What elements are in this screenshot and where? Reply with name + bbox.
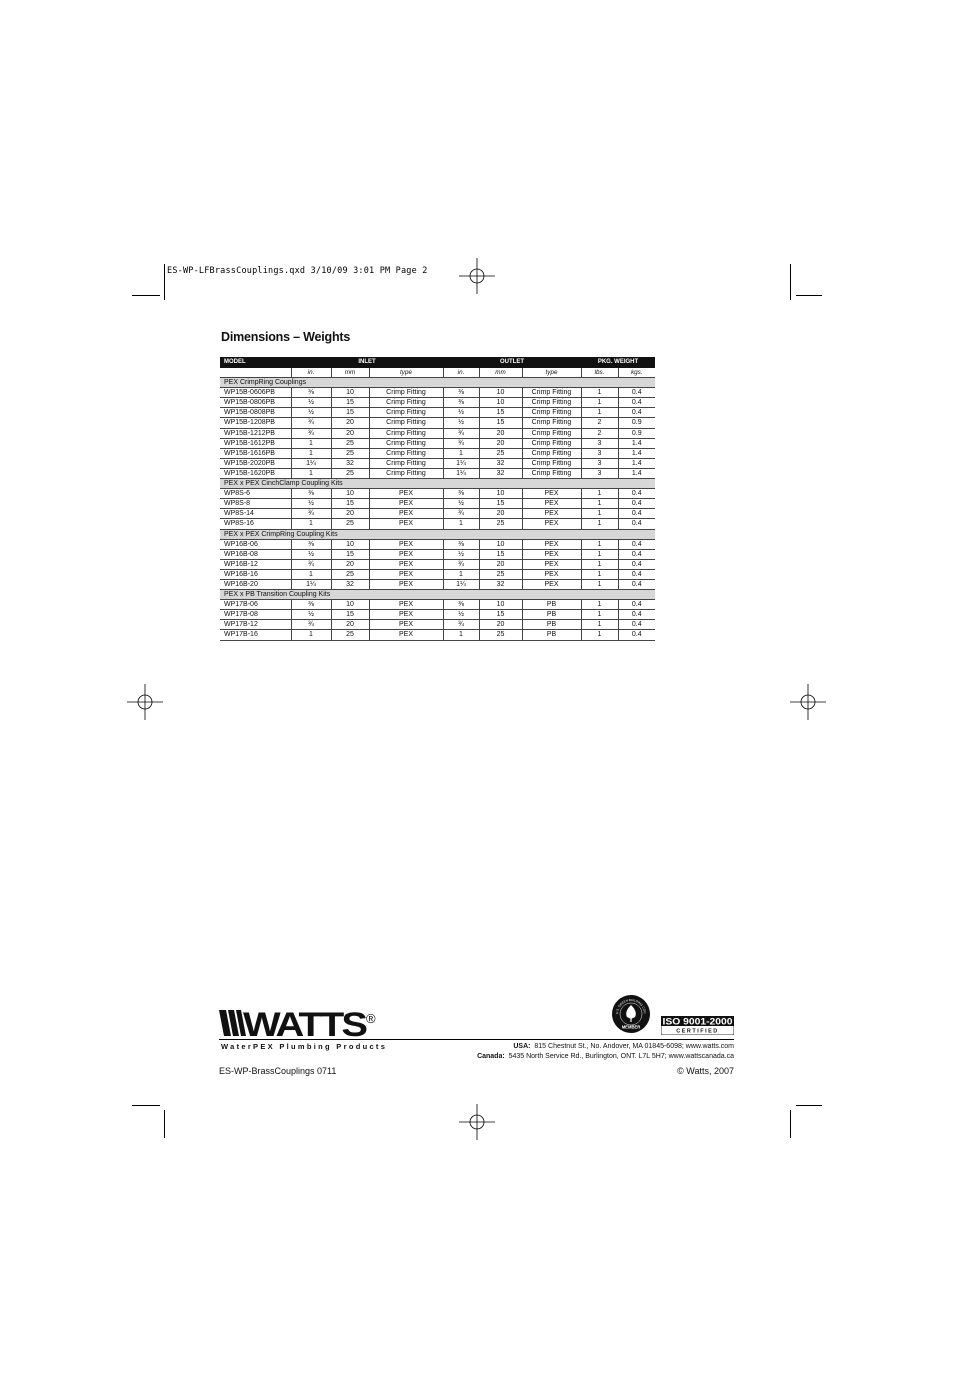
iso-sub: CERTIFIED [676, 1028, 719, 1035]
table-cell: 0.4 [618, 559, 655, 569]
table-cell: 25 [331, 569, 369, 579]
table-cell: Crimp Fitting [369, 398, 443, 408]
table-cell: WP16B-12 [220, 559, 291, 569]
table-cell: 15 [331, 610, 369, 620]
table-cell: 0.4 [618, 408, 655, 418]
table-cell: 0.9 [618, 428, 655, 438]
header-row [220, 357, 655, 368]
footer-rule [219, 1039, 734, 1040]
table-cell: 1 [581, 398, 618, 408]
table-cell: ½ [443, 549, 479, 559]
table-cell: 10 [479, 388, 522, 398]
table-cell: 20 [331, 428, 369, 438]
table-row [220, 499, 655, 509]
table-cell: 15 [479, 610, 522, 620]
unit-header: in. [291, 368, 331, 378]
table-cell: 2 [581, 418, 618, 428]
table-cell: 3 [581, 468, 618, 478]
table-cell: Crimp Fitting [522, 448, 581, 458]
table-cell: Crimp Fitting [369, 458, 443, 468]
section-title: PEX x PEX CinchClamp Coupling Kits [220, 479, 655, 489]
crop-mark [164, 1110, 165, 1138]
table-cell: PEX [522, 559, 581, 569]
table-cell: ⅜ [291, 489, 331, 499]
table-cell: ⅜ [443, 388, 479, 398]
table-cell: 32 [331, 579, 369, 589]
table-cell: 1¼ [291, 579, 331, 589]
table-cell: Crimp Fitting [522, 388, 581, 398]
table-row [220, 569, 655, 579]
table-cell: ⅜ [443, 398, 479, 408]
watts-logo [219, 1008, 379, 1038]
table-cell: 0.4 [618, 539, 655, 549]
canada-address [477, 1053, 734, 1060]
table-cell: 20 [331, 509, 369, 519]
table-cell: PEX [369, 600, 443, 610]
table-cell: 1¼ [443, 468, 479, 478]
table-row [220, 539, 655, 549]
table-cell: 25 [331, 630, 369, 640]
table-cell: WP8S-16 [220, 519, 291, 529]
table-row [220, 428, 655, 438]
table-cell: PB [522, 620, 581, 630]
column-group-header: INLET [291, 357, 443, 368]
table-cell: 20 [331, 620, 369, 630]
table-cell: 0.4 [618, 499, 655, 509]
table-cell: 1.4 [618, 458, 655, 468]
svg-text:U.S. GREEN BUILDING COUNCIL: U.S. GREEN BUILDING COU [614, 997, 648, 1015]
table-cell: 10 [331, 539, 369, 549]
table-cell: Crimp Fitting [369, 388, 443, 398]
table-cell: Crimp Fitting [369, 428, 443, 438]
table-cell: 20 [479, 438, 522, 448]
table-cell: Crimp Fitting [522, 458, 581, 468]
crop-mark [796, 1105, 822, 1106]
table-cell: 0.4 [618, 610, 655, 620]
table-cell: 1.4 [618, 448, 655, 458]
table-cell: 10 [479, 600, 522, 610]
table-cell: 1 [443, 448, 479, 458]
table-cell: 20 [331, 559, 369, 569]
table-row [220, 398, 655, 408]
brand-tagline: WaterPEX Plumbing Products [221, 1042, 388, 1051]
table-cell: ¾ [291, 509, 331, 519]
table-cell: PEX [369, 579, 443, 589]
table-cell: 1 [581, 539, 618, 549]
table-cell: 3 [581, 438, 618, 448]
table-cell: 25 [331, 448, 369, 458]
table-cell: PEX [522, 499, 581, 509]
table-cell: 10 [331, 388, 369, 398]
table-cell: WP15B-0808PB [220, 408, 291, 418]
section-row [220, 479, 655, 489]
table-cell: 0.4 [618, 509, 655, 519]
crop-mark [790, 264, 791, 300]
column-group-header: MODEL [220, 357, 291, 368]
table-cell: 1 [291, 569, 331, 579]
table-cell: 0.4 [618, 620, 655, 630]
table-cell: PEX [522, 579, 581, 589]
table-cell: 15 [331, 549, 369, 559]
table-row [220, 448, 655, 458]
table-cell: 1¼ [443, 579, 479, 589]
table-cell: WP15B-1212PB [220, 428, 291, 438]
table-cell: 25 [331, 519, 369, 529]
section-row [220, 529, 655, 539]
registration-mark-icon [457, 256, 497, 296]
unit-header [220, 368, 291, 378]
table-cell: 32 [479, 458, 522, 468]
table-cell: PEX [369, 539, 443, 549]
page-title: Dimensions – Weights [221, 330, 351, 344]
table-cell: PEX [369, 509, 443, 519]
table-row [220, 559, 655, 569]
table-cell: ¾ [443, 559, 479, 569]
seal-label: MEMBER [621, 1024, 641, 1030]
table-cell: ½ [291, 610, 331, 620]
table-cell: ¾ [291, 428, 331, 438]
crop-mark [164, 264, 165, 300]
table-cell: Crimp Fitting [522, 398, 581, 408]
table-cell: 10 [479, 489, 522, 499]
table-cell: 0.4 [618, 579, 655, 589]
table-cell: ¾ [443, 620, 479, 630]
table-cell: Crimp Fitting [369, 468, 443, 478]
table-cell: 1 [581, 620, 618, 630]
table-cell: WP16B-06 [220, 539, 291, 549]
table-cell: 1 [581, 408, 618, 418]
table-cell: ¾ [443, 428, 479, 438]
table-row [220, 630, 655, 640]
registered-mark: ® [366, 1011, 376, 1026]
table-cell: ½ [443, 610, 479, 620]
unit-header: kgs. [618, 368, 655, 378]
table-cell: ⅜ [291, 388, 331, 398]
table-cell: PEX [369, 559, 443, 569]
crop-mark [790, 1110, 791, 1138]
table-cell: Crimp Fitting [369, 448, 443, 458]
table-cell: 15 [479, 499, 522, 509]
registration-mark-icon [457, 1102, 497, 1142]
table-cell: 15 [331, 398, 369, 408]
table-cell: PEX [522, 489, 581, 499]
usa-address [513, 1043, 734, 1050]
table-cell: 1 [291, 448, 331, 458]
table-cell: 25 [479, 569, 522, 579]
table-cell: 0.4 [618, 630, 655, 640]
usa-text: 815 Chestnut St., No. Andover, MA 01845-6098; www.watts.com [534, 1043, 734, 1050]
unit-header: lbs. [581, 368, 618, 378]
table-cell: WP15B-1620PB [220, 468, 291, 478]
table-cell: PEX [522, 519, 581, 529]
table-cell: 1 [581, 388, 618, 398]
table-cell: 10 [331, 489, 369, 499]
table-row [220, 458, 655, 468]
table-cell: 0.4 [618, 569, 655, 579]
registration-mark-icon [125, 682, 165, 722]
table-cell: 20 [479, 428, 522, 438]
table-cell: 1¼ [291, 458, 331, 468]
table-cell: 1 [581, 600, 618, 610]
table-cell: ½ [291, 499, 331, 509]
table-cell: 1 [581, 549, 618, 559]
table-cell: 0.9 [618, 418, 655, 428]
table-cell: ¾ [443, 509, 479, 519]
table-cell: PEX [369, 569, 443, 579]
table-cell: ½ [291, 549, 331, 559]
canada-label: Canada: [477, 1053, 505, 1060]
section-row [220, 378, 655, 388]
table-cell: WP8S-8 [220, 499, 291, 509]
crop-mark [132, 1105, 160, 1106]
units-row [220, 368, 655, 378]
iso-certified-badge [661, 1016, 734, 1035]
table-cell: Crimp Fitting [522, 418, 581, 428]
column-group-header: OUTLET [443, 357, 581, 368]
table-cell: PEX [369, 630, 443, 640]
table-cell: 25 [479, 630, 522, 640]
table-cell: ⅜ [443, 600, 479, 610]
table-cell: WP15B-0606PB [220, 388, 291, 398]
table-row [220, 388, 655, 398]
table-cell: PEX [369, 610, 443, 620]
table-cell: 25 [331, 438, 369, 448]
table-cell: ⅜ [291, 600, 331, 610]
copyright: © Watts, 2007 [677, 1066, 734, 1076]
table-cell: 15 [331, 499, 369, 509]
section-title: PEX x PB Transition Coupling Kits [220, 590, 655, 600]
document-code: ES-WP-BrassCouplings 0711 [219, 1066, 337, 1076]
table-cell: 1 [581, 569, 618, 579]
table-cell: 1 [291, 468, 331, 478]
table-cell: WP17B-12 [220, 620, 291, 630]
table-cell: PB [522, 630, 581, 640]
unit-header: type [522, 368, 581, 378]
table-cell: 32 [479, 579, 522, 589]
table-cell: PEX [522, 569, 581, 579]
table-cell: ½ [291, 408, 331, 418]
table-cell: Crimp Fitting [522, 468, 581, 478]
table-cell: 32 [479, 468, 522, 478]
iso-text: ISO 9001-2000 [662, 1016, 733, 1028]
column-group-header: PKG. WEIGHT [581, 357, 655, 368]
table-cell: 20 [479, 509, 522, 519]
logo-text: WATTS [243, 1008, 368, 1038]
table-cell: 15 [479, 418, 522, 428]
table-cell: ½ [291, 398, 331, 408]
table-cell: PEX [522, 509, 581, 519]
table-row [220, 549, 655, 559]
registration-mark-icon [788, 682, 828, 722]
table-cell: ½ [443, 418, 479, 428]
table-cell: 20 [479, 559, 522, 569]
dimensions-table [220, 357, 655, 641]
table-cell: ½ [443, 499, 479, 509]
printer-slug: ES-WP-LFBrassCouplings.qxd 3/10/09 3:01 PM Page 2 [167, 266, 428, 276]
usa-label: USA: [513, 1043, 531, 1050]
table-cell: 1 [291, 630, 331, 640]
table-row [220, 509, 655, 519]
table-cell: PEX [369, 519, 443, 529]
table-cell: PEX [369, 549, 443, 559]
table-row [220, 579, 655, 589]
crop-mark [796, 295, 822, 296]
table-cell: 1 [291, 438, 331, 448]
table-cell: 25 [331, 468, 369, 478]
table-row [220, 620, 655, 630]
table-cell: WP15B-2020PB [220, 458, 291, 468]
table-cell: 1 [581, 509, 618, 519]
table-cell: 1 [443, 630, 479, 640]
table-row [220, 610, 655, 620]
crop-mark [132, 295, 160, 296]
table-cell: PEX [369, 620, 443, 630]
table-cell: 1¼ [443, 458, 479, 468]
table-cell: 0.4 [618, 388, 655, 398]
table-cell: 3 [581, 458, 618, 468]
table-cell: 1 [581, 519, 618, 529]
table-cell: 1 [581, 499, 618, 509]
table-cell: 15 [479, 408, 522, 418]
table-cell: ½ [443, 408, 479, 418]
table-row [220, 489, 655, 499]
canada-text: 5435 North Service Rd., Burlington, ONT. L7L 5H7; www.wattscanada.ca [508, 1053, 734, 1060]
table-cell: 25 [479, 448, 522, 458]
table-cell: ¾ [291, 559, 331, 569]
table-cell: 1 [443, 569, 479, 579]
table-cell: WP15B-1208PB [220, 418, 291, 428]
section-row [220, 590, 655, 600]
unit-header: type [369, 368, 443, 378]
table-cell: 0.4 [618, 489, 655, 499]
table-row [220, 438, 655, 448]
table-cell: Crimp Fitting [369, 418, 443, 428]
table-cell: 1 [581, 579, 618, 589]
table-row [220, 519, 655, 529]
table-cell: 0.4 [618, 600, 655, 610]
table-cell: ⅜ [443, 539, 479, 549]
table-cell: 10 [479, 398, 522, 408]
table-cell: 32 [331, 458, 369, 468]
table-cell: 10 [331, 600, 369, 610]
table-cell: PEX [522, 549, 581, 559]
table-cell: WP8S-6 [220, 489, 291, 499]
section-title: PEX x PEX CrimpRing Coupling Kits [220, 529, 655, 539]
table-cell: ¾ [291, 418, 331, 428]
table-cell: 2 [581, 428, 618, 438]
table-cell: 10 [479, 539, 522, 549]
table-cell: ⅜ [443, 489, 479, 499]
table-cell: 3 [581, 448, 618, 458]
table-row [220, 418, 655, 428]
table-cell: 15 [331, 408, 369, 418]
table-cell: PB [522, 610, 581, 620]
table-cell: WP15B-1616PB [220, 448, 291, 458]
table-cell: WP16B-20 [220, 579, 291, 589]
table-cell: 1 [581, 559, 618, 569]
table-cell: PEX [369, 489, 443, 499]
table-cell: 15 [479, 549, 522, 559]
table-cell: 1.4 [618, 438, 655, 448]
table-cell: 1 [581, 610, 618, 620]
table-cell: 20 [331, 418, 369, 428]
table-cell: WP15B-0806PB [220, 398, 291, 408]
table-cell: PEX [369, 499, 443, 509]
table-cell: 25 [479, 519, 522, 529]
table-row [220, 600, 655, 610]
section-title: PEX CrimpRing Couplings [220, 378, 655, 388]
table-row [220, 468, 655, 478]
unit-header: mm [331, 368, 369, 378]
table-cell: WP8S-14 [220, 509, 291, 519]
table-cell: ¾ [443, 438, 479, 448]
table-row [220, 408, 655, 418]
table-cell: Crimp Fitting [522, 428, 581, 438]
table-cell: WP16B-08 [220, 549, 291, 559]
table-cell: WP16B-16 [220, 569, 291, 579]
table-cell: 1 [581, 489, 618, 499]
unit-header: mm [479, 368, 522, 378]
unit-header: in. [443, 368, 479, 378]
table-cell: WP15B-1612PB [220, 438, 291, 448]
table-cell: 1.4 [618, 468, 655, 478]
table-cell: ⅜ [291, 539, 331, 549]
table-cell: Crimp Fitting [522, 438, 581, 448]
table-cell: 1 [581, 630, 618, 640]
table-cell: PB [522, 600, 581, 610]
table-cell: PEX [522, 539, 581, 549]
table-cell: ¾ [291, 620, 331, 630]
table-cell: 0.4 [618, 398, 655, 408]
table-cell: Crimp Fitting [369, 438, 443, 448]
table-cell: 0.4 [618, 519, 655, 529]
table-cell: 20 [479, 620, 522, 630]
table-cell: WP17B-06 [220, 600, 291, 610]
table-cell: 1 [291, 519, 331, 529]
table-cell: WP17B-08 [220, 610, 291, 620]
table-cell: 1 [443, 519, 479, 529]
table-cell: Crimp Fitting [522, 408, 581, 418]
table-cell: WP17B-16 [220, 630, 291, 640]
table-cell: 0.4 [618, 549, 655, 559]
green-building-member-seal [611, 994, 651, 1034]
table-cell: Crimp Fitting [369, 408, 443, 418]
